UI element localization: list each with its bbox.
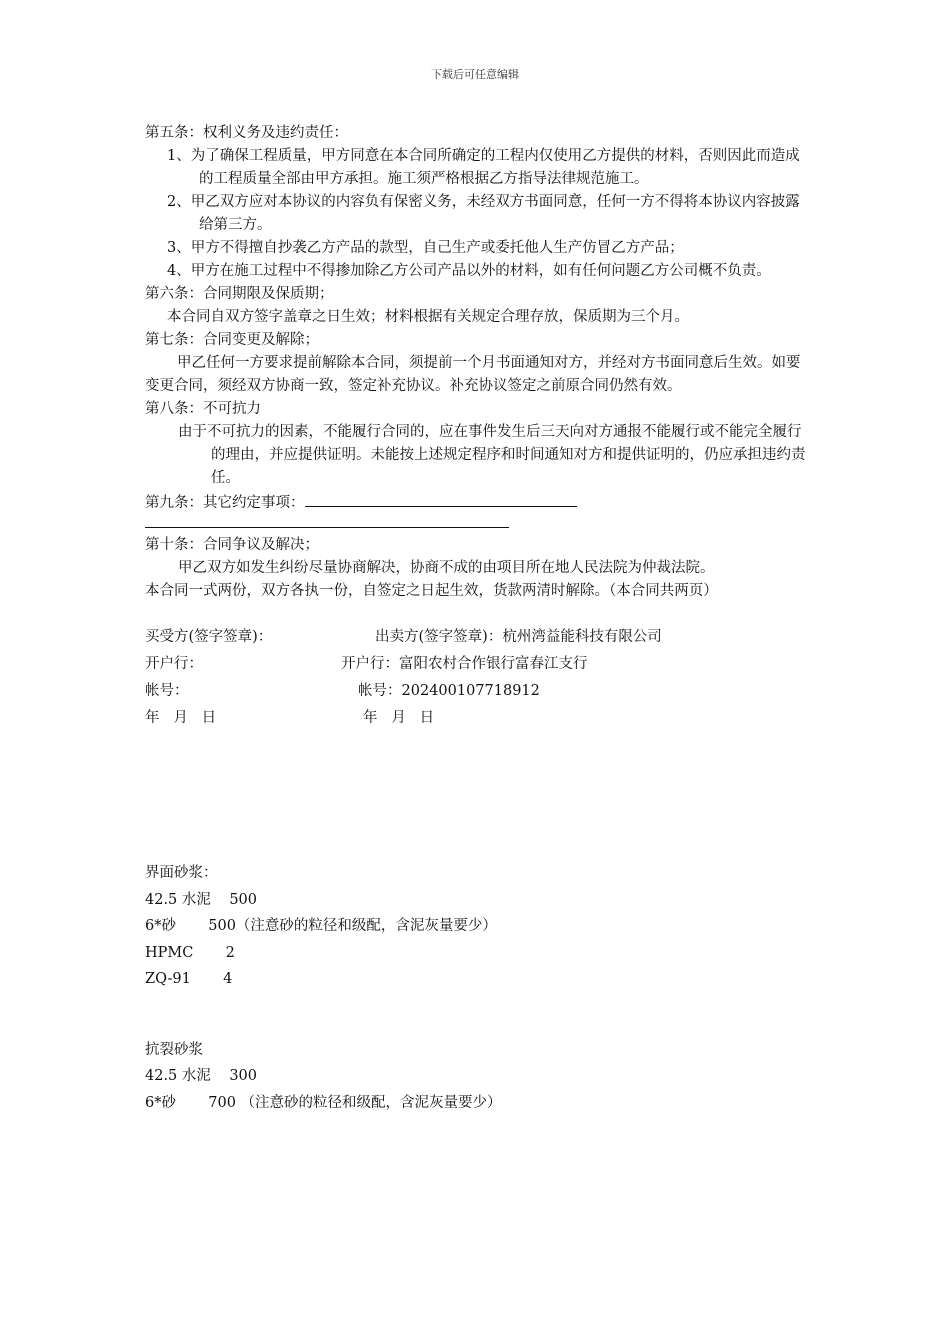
article7-title: 第七条：合同变更及解除； — [145, 332, 319, 348]
buyer-bank: 开户行： — [145, 656, 203, 672]
bank-row — [145, 653, 810, 680]
buyer-signature-label: 买受方(签字签章)： — [145, 629, 273, 645]
account-row — [145, 680, 810, 707]
article7-body: 甲乙任何一方要求提前解除本合同，须提前一个月书面通知对方，并经对方书面同意后生效。如要变更合同，须经双方协商一致，签定补充协议。补充协议签定之前原合同仍然有效。 — [145, 355, 801, 394]
article6-body: 本合同自双方签字盖章之日生效；材料根据有关规定合理存放，保质期为三个月。 — [167, 309, 689, 325]
seller-account: 帐号：202400107718912 — [358, 683, 540, 699]
article5-item-3: 3、甲方不得擅自抄袭乙方产品的款型，自己生产或委托他人生产仿冒乙方产品； — [167, 240, 684, 256]
article10-title: 第十条：合同争议及解决； — [145, 537, 319, 553]
buyer-date: 年 月 日 — [145, 710, 217, 726]
formula1-row: HPMC 2 — [145, 944, 235, 961]
article9-blank-line — [305, 490, 577, 507]
formula1-row: ZQ-91 4 — [145, 971, 233, 987]
article6-title: 第六条：合同期限及保质期； — [145, 286, 334, 302]
article9-title: 第九条：其它约定事项： — [145, 495, 305, 511]
article8-title: 第八条：不可抗力 — [145, 401, 261, 417]
formula1-row: 42.5 水泥 500 — [145, 891, 258, 908]
formula2-title: 抗裂砂浆 — [145, 1041, 203, 1058]
article5-item-1: 1、为了确保工程质量，甲方同意在本合同所确定的工程内仅使用乙方提供的材料，否则因此而造成的工程质量全部由甲方承担。施工须严格根据乙方指导法律规范施工。 — [167, 148, 800, 187]
buyer-account: 帐号： — [145, 683, 189, 699]
formula1-row: 6*砂 500（注意砂的粒径和级配，含泥灰量要少） — [145, 918, 497, 934]
article5-title: 第五条：权利义务及违约责任： — [145, 125, 348, 141]
seller-bank: 开户行：富阳农村合作银行富春江支行 — [341, 656, 588, 672]
page-header: 下载后可任意编辑 — [431, 68, 519, 81]
seller-signature-label: 出卖方(签字签章)：杭州湾益能科技有限公司 — [375, 629, 662, 645]
article10-closing: 本合同一式两份，双方各执一份，自签定之日起生效，货款两清时解除。（本合同共两页） — [145, 583, 718, 599]
seller-date: 年 月 日 — [363, 710, 435, 726]
contract-body — [145, 122, 810, 1116]
formula2-row: 42.5 水泥 300 — [145, 1068, 258, 1084]
article5-item-4: 4、甲方在施工过程中不得掺加除乙方公司产品以外的材料，如有任何问题乙方公司概不负责。 — [167, 263, 771, 279]
formula2-row: 6*砂 700 （注意砂的粒径和级配，含泥灰量要少） — [145, 1094, 502, 1111]
formula1-title: 界面砂浆： — [145, 865, 218, 881]
date-row — [145, 707, 810, 734]
article10-body: 甲乙双方如发生纠纷尽量协商解决，协商不成的由项目所在地人民法院为仲裁法院。 — [178, 560, 715, 576]
article5-item-2: 2、甲乙双方应对本协议的内容负有保密义务，未经双方书面同意，任何一方不得将本协议内容披露给第三方。 — [167, 194, 800, 233]
signature-row — [145, 626, 810, 653]
article9-blank-line-2 — [145, 515, 509, 528]
article8-body: 由于不可抗力的因素，不能履行合同的，应在事件发生后三天向对方通报不能履行或不能完全履行的理由，并应提供证明。未能按上述规定程序和时间通知对方和提供证明的，仍应承担违约责任。 — [178, 424, 806, 486]
article9-line — [145, 490, 810, 515]
